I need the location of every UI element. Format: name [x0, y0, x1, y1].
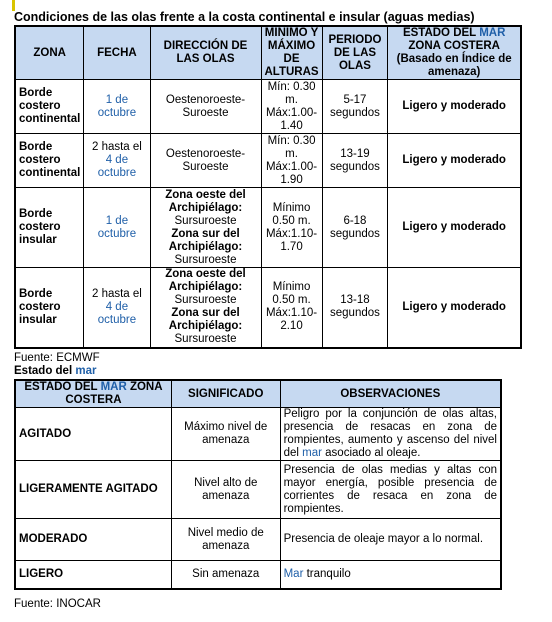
cell-zona: Borde costero continental — [15, 80, 84, 134]
cell-alturas: Mín: 0.30 m. Máx:1.00-1.40 — [261, 80, 322, 134]
cell-zona: Borde costero insular — [15, 268, 84, 348]
table-header-row — [15, 26, 521, 80]
cell-observaciones: Peligro por la conjunción de olas altas, presencia de resacas en zona de rompientes, aumento y ascenso del nivel del mar asociado al oleaje. — [280, 408, 501, 461]
cell-estado: AGITADO — [15, 408, 171, 461]
cell-direccion: Zona oeste del Archipiélago: Sursuroeste Zona sur del Archipiélago: Sursuroeste — [150, 268, 261, 348]
table-row — [15, 519, 501, 561]
cell-fecha: 2 hasta el 4 de octubre — [84, 134, 150, 188]
table-row — [15, 80, 521, 134]
cell-direccion: Zona oeste del Archipiélago: Sursuroeste Zona sur del Archipiélago: Sursuroeste — [150, 188, 261, 268]
cell-direccion: Oestenoroeste-Suroeste — [150, 80, 261, 134]
source-inocar: Fuente: INOCAR — [14, 598, 101, 610]
header-alturas: MÍNIMO Y MÁXIMO DE ALTURAS — [261, 26, 322, 80]
table-header-row — [15, 380, 501, 408]
cell-zona: Borde costero continental — [15, 134, 84, 188]
cell-estado: Ligero y moderado — [388, 134, 521, 188]
cell-direccion: Oestenoroeste-Suroeste — [150, 134, 261, 188]
sea-state-table — [14, 379, 502, 590]
cell-estado: LIGERAMENTE AGITADO — [15, 461, 171, 519]
cell-alturas: Mín: 0.30 m. Máx:1.00-1.90 — [261, 134, 322, 188]
cell-periodo: 13-18 segundos — [322, 268, 388, 348]
table-row — [15, 268, 521, 348]
cell-observaciones: Presencia de olas medias y altas con mayor energía, posible presencia de corrientes de resaca en zona de rompientes. — [280, 461, 501, 519]
cell-alturas: Mínimo 0.50 m. Máx:1.10-2.10 — [261, 268, 322, 348]
cell-observaciones: Presencia de oleaje mayor a lo normal. — [280, 519, 501, 561]
cell-zona: Borde costero insular — [15, 188, 84, 268]
cell-estado: LIGERO — [15, 561, 171, 589]
table-row — [15, 461, 501, 519]
cell-fecha: 1 de octubre — [84, 188, 150, 268]
table-row — [15, 561, 501, 589]
wave-conditions-table — [14, 25, 522, 349]
header-observaciones: OBSERVACIONES — [280, 380, 501, 408]
cell-significado: Máximo nivel de amenaza — [171, 408, 280, 461]
table-row — [15, 408, 501, 461]
cell-significado: Nivel medio de amenaza — [171, 519, 280, 561]
page-title: Condiciones de las olas frente a la costa continental e insular (aguas medias) — [14, 10, 475, 24]
cell-periodo: 5-17 segundos — [322, 80, 388, 134]
cell-estado: Ligero y moderado — [388, 268, 521, 348]
header-significado: SIGNIFICADO — [171, 380, 280, 408]
header-zona: ZONA — [15, 26, 84, 80]
source-ecmwf: Fuente: ECMWF — [14, 352, 100, 364]
header-fecha: FECHA — [84, 26, 150, 80]
header-periodo: PERIODO DE LAS OLAS — [322, 26, 388, 80]
cell-observaciones: Mar tranquilo — [280, 561, 501, 589]
cell-fecha: 1 de octubre — [84, 80, 150, 134]
cell-estado: MODERADO — [15, 519, 171, 561]
table-row — [15, 188, 521, 268]
header-estado-mar: ESTADO DEL MAR ZONA COSTERA — [15, 380, 171, 408]
cell-estado: Ligero y moderado — [388, 188, 521, 268]
table-row — [15, 134, 521, 188]
cell-alturas: Mínimo 0.50 m. Máx:1.10-1.70 — [261, 188, 322, 268]
cell-significado: Nivel alto de amenaza — [171, 461, 280, 519]
cell-fecha: 2 hasta el 4 de octubre — [84, 268, 150, 348]
cell-significado: Sin amenaza — [171, 561, 280, 589]
cell-periodo: 6-18 segundos — [322, 188, 388, 268]
section-label-estado: Estado del mar — [14, 365, 97, 377]
cell-estado: Ligero y moderado — [388, 80, 521, 134]
header-direccion: DIRECCIÓN DE LAS OLAS — [150, 26, 261, 80]
cell-periodo: 13-19 segundos — [322, 134, 388, 188]
header-estado: ESTADO DEL MAR ZONA COSTERA (Basado en Índice de amenaza) — [388, 26, 521, 80]
